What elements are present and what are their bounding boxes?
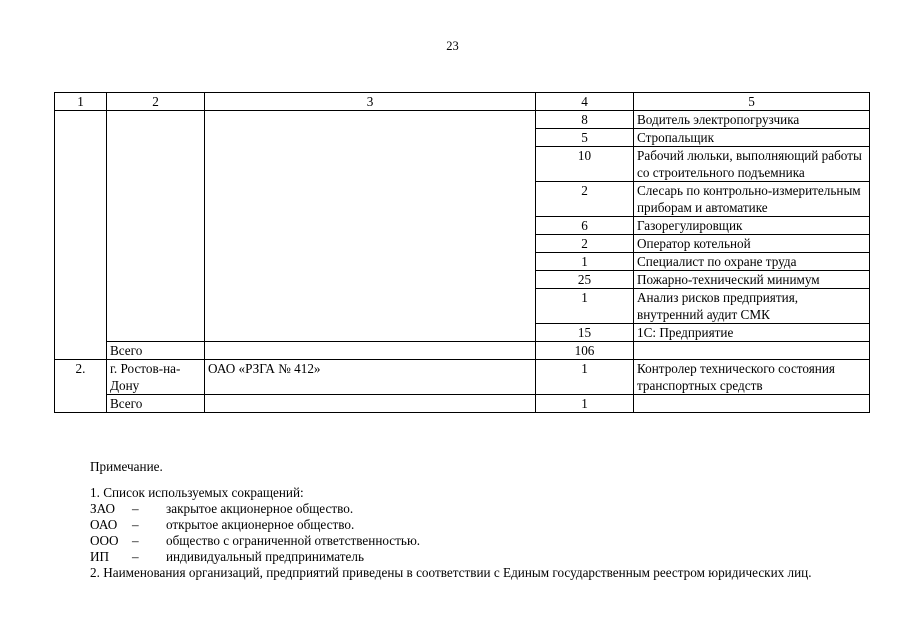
total-value: 106 bbox=[536, 342, 634, 360]
count-cell: 25 bbox=[536, 271, 634, 289]
page-number: 23 bbox=[446, 39, 459, 53]
profession-cell: Водитель электропогрузчика bbox=[634, 111, 870, 129]
notes-section bbox=[90, 459, 843, 581]
profession-cell: Контролер технического состояния транспортных средств bbox=[634, 360, 870, 395]
block2-total-row bbox=[55, 395, 870, 413]
count-cell: 10 bbox=[536, 147, 634, 182]
profession-cell: Газорегулировщик bbox=[634, 217, 870, 235]
profession-cell: Пожарно-технический минимум bbox=[634, 271, 870, 289]
block1-num-cell bbox=[55, 111, 107, 360]
header-cell-1: 1 bbox=[55, 93, 107, 111]
header-cell-3: 3 bbox=[205, 93, 536, 111]
row-number: 2. bbox=[55, 360, 107, 413]
abbreviation-key: ЗАО bbox=[90, 501, 115, 516]
profession-cell: Оператор котельной bbox=[634, 235, 870, 253]
block1-total-row bbox=[55, 342, 870, 360]
abbreviation-dash: – bbox=[132, 533, 139, 548]
abbreviation-item bbox=[90, 533, 843, 549]
profession-cell: Анализ рисков предприятия, внутренний аудит СМК bbox=[634, 289, 870, 324]
abbreviations-title: 1. Список используемых сокращений: bbox=[90, 485, 304, 500]
profession-cell: Слесарь по контрольно-измерительным приборам и автоматике bbox=[634, 182, 870, 217]
total-label: Всего bbox=[107, 395, 205, 413]
abbreviation-text: индивидуальный предприниматель bbox=[166, 549, 364, 564]
notes-title: Примечание. bbox=[90, 459, 163, 474]
header-row bbox=[55, 93, 870, 111]
empty-cell bbox=[205, 395, 536, 413]
table-row bbox=[55, 360, 870, 395]
block1-city-cell bbox=[107, 111, 205, 342]
empty-cell bbox=[205, 342, 536, 360]
header-cell-4: 4 bbox=[536, 93, 634, 111]
count-cell: 1 bbox=[536, 360, 634, 395]
total-value: 1 bbox=[536, 395, 634, 413]
empty-cell bbox=[634, 342, 870, 360]
count-cell: 8 bbox=[536, 111, 634, 129]
count-cell: 1 bbox=[536, 289, 634, 324]
count-cell: 2 bbox=[536, 182, 634, 217]
note-2: 2. Наименования организаций, предприятий приведены в соответствии с Единым государственным реестром юридических лиц. bbox=[90, 565, 812, 580]
count-cell: 2 bbox=[536, 235, 634, 253]
count-cell: 6 bbox=[536, 217, 634, 235]
abbreviation-text: общество с ограниченной ответственностью. bbox=[166, 533, 421, 548]
header-cell-5: 5 bbox=[634, 93, 870, 111]
abbreviation-dash: – bbox=[132, 549, 139, 564]
count-cell: 15 bbox=[536, 324, 634, 342]
header-cell-2: 2 bbox=[107, 93, 205, 111]
count-cell: 5 bbox=[536, 129, 634, 147]
city-cell: г. Ростов-на-Дону bbox=[107, 360, 205, 395]
profession-cell: Стропальщик bbox=[634, 129, 870, 147]
table-row bbox=[55, 111, 870, 129]
profession-cell: 1С: Предприятие bbox=[634, 324, 870, 342]
training-table bbox=[54, 92, 870, 413]
abbreviation-item bbox=[90, 549, 843, 565]
abbreviation-key: ОАО bbox=[90, 517, 118, 532]
abbreviation-item bbox=[90, 517, 843, 533]
empty-cell bbox=[634, 395, 870, 413]
total-label: Всего bbox=[107, 342, 205, 360]
count-cell: 1 bbox=[536, 253, 634, 271]
organization-cell: ОАО «РЗГА № 412» bbox=[205, 360, 536, 395]
abbreviation-item bbox=[90, 501, 843, 517]
abbreviation-key: ИП bbox=[90, 549, 110, 564]
abbreviation-dash: – bbox=[132, 501, 139, 516]
abbreviation-text: закрытое акционерное общество. bbox=[166, 501, 354, 516]
profession-cell: Рабочий люльки, выполняющий работы со строительного подъемника bbox=[634, 147, 870, 182]
profession-cell: Специалист по охране труда bbox=[634, 253, 870, 271]
block1-org-cell bbox=[205, 111, 536, 342]
abbreviation-text: открытое акционерное общество. bbox=[166, 517, 355, 532]
abbreviation-dash: – bbox=[132, 517, 139, 532]
abbreviation-key: ООО bbox=[90, 533, 119, 548]
